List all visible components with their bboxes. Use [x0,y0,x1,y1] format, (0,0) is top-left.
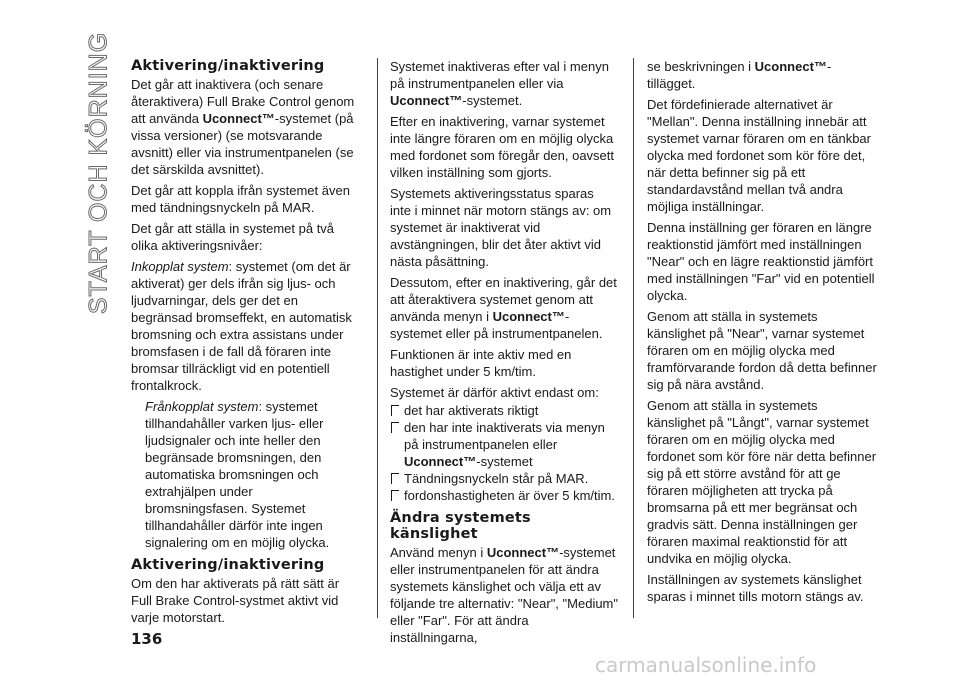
list-item [390,402,618,419]
text: den har inte inaktiverats via menyn på instrumentpanelen eller [404,420,605,452]
column-2 [390,58,618,650]
paragraph: Efter en inaktivering, varnar systemet inte längre föraren om en möjlig olycka med fordonet som föregår den, oavsett vilken inställning som gjorts. [390,114,615,180]
text: : systemet tillhandahåller varken ljus- eller ljudsignaler och inte heller den begränsade bromsningen, den automatiska bromsningen och extrahjälpen under bromsningsfasen. Systemet tillhandahåller därför inte ingen signalering om en möjlig olycka. [145,399,330,550]
paragraph: Det går att ställa in systemet på två olika aktiveringsnivåer: [131,221,335,253]
text: -systemet. [462,93,523,108]
heading-sensitivity: Ändra systemets känslighet [390,510,531,542]
page-number: 136 [131,630,163,648]
paragraph [647,58,877,92]
paragraph [131,398,357,551]
text: Systemet inaktiveras efter val i menyn på instrumentpanelen eller via [390,59,609,91]
paragraph [390,58,618,109]
bullet-icon [391,473,399,484]
text: fordonshastigheten är över 5 km/tim. [404,488,615,503]
heading-activation-2: Aktivering/inaktivering [131,557,325,573]
paragraph: Genom att ställa in systemets känslighet på "Långt", varnar systemet föraren om en möjlig olycka med fordonet som kör före när detta befinner sig på ett större avstånd för att ge föraren möjligheten att trycka på bromsarna på ett mer begränsat och gradvis sätt. Denna inställningen ger föraren maximal reaktionstid för att undvika en möjlig olycka. [647,398,877,566]
paragraph: Inställningen av systemets känslighet sparas i minnet tills motorn stängs av. [647,572,864,604]
heading-activation: Aktivering/inaktivering [131,58,325,74]
paragraph: Systemet är därför aktivt endast om: [390,385,599,400]
text: det har aktiverats riktigt [404,403,539,418]
term-disengaged: Frånkopplat system [145,399,259,414]
text: -systemet (på vissa versioner) (se motsvarande avsnitt) eller via instrumentpanelen (se det särskilda avsnittet). [131,111,354,177]
paragraph: Om den har aktiverats på rätt sätt är Full Brake Control-systmet aktivt vid varje motorstart. [131,576,340,625]
column-divider-2 [633,58,634,618]
footer-watermark: carmanualsonline.info [595,653,817,677]
bullet-icon [391,422,399,433]
list-item [390,470,618,487]
text: -tillägget. [647,59,832,91]
section-sidebar-title [84,31,114,315]
section-sidebar-title-text: START OCH KÖRNING [84,31,113,315]
paragraph [390,544,618,646]
text: -systemet eller instrumentpanelen för att ändra systemets känslighet och välja ett av följande tre alternativ: "Near", "Medium" eller "Far". För att ändra inställningarna, [390,545,619,645]
text: Det går att inaktivera (och senare återaktivera) Full Brake Control genom att använda [131,77,355,126]
paragraph [131,76,357,178]
term-engaged: Inkopplat system [131,259,229,274]
text: Tändningsnyckeln står på MAR. [404,471,589,486]
paragraph: Det går att koppla ifrån systemet även med tändningsnyckeln på MAR. [131,183,350,215]
brand-name: Uconnect™ [404,454,477,469]
text: -systemet [476,454,533,469]
text: Använd menyn i [390,545,487,560]
bullet-icon [391,490,399,501]
condition-list [390,402,618,504]
brand-name: Uconnect™ [754,59,827,74]
text: : systemet (om det är aktiverat) ger dels ifrån sig ljus- och ljudvarningar, dels ger det en begränsad bromseffekt, en automatisk bromsning och extra assistans under bromsfasen i de fall då föraren inte bromsar tillräckligt vid en potentiell frontalkrock. [131,259,352,393]
brand-name: Uconnect™ [202,111,275,126]
paragraph: Det fördefinierade alternativet är "Mellan". Denna inställning innebär att systemet varnar föraren om en tänkbar olycka med fordonet som kör före det, när detta befinner sig på ett standardavstånd mellan två andra möjliga inställningar. [647,97,871,214]
paragraph: Genom att ställa in systemets känslighet på "Near", varnar systemet föraren om en möjlig olycka med framförvarande fordon då detta befinner sig på nära avstånd. [647,309,877,392]
column-divider-1 [377,58,378,618]
paragraph [390,274,618,342]
brand-name: Uconnect™ [492,309,565,324]
paragraph: Systemets aktiveringsstatus sparas inte i minnet när motorn stängs av: om systemet är inaktiverat vid avstängningen, blir det åter aktivt vid nästa påsättning. [390,186,612,269]
paragraph [131,258,357,394]
bullet-icon [391,405,399,416]
text: se beskrivningen i [647,59,755,74]
paragraph: Denna inställning ger föraren en längre reaktionstid jämfört med inställningen "Near" och en lägre reaktionstid jämfört med inställningen "Far" vid en potentiell olycka. [647,220,875,303]
text: -systemet eller på instrumentpanelen. [390,309,603,341]
column-1 [131,58,357,630]
brand-name: Uconnect™ [486,545,560,560]
list-item [390,487,618,504]
brand-name: Uconnect™ [390,93,463,108]
column-3 [647,58,877,609]
text: Dessutom, efter en inaktivering, går det att återaktivera systemet genom att använda menyn i [390,275,617,324]
list-item [390,419,618,470]
paragraph: Funktionen är inte aktiv med en hastighet under 5 km/tim. [390,347,572,379]
